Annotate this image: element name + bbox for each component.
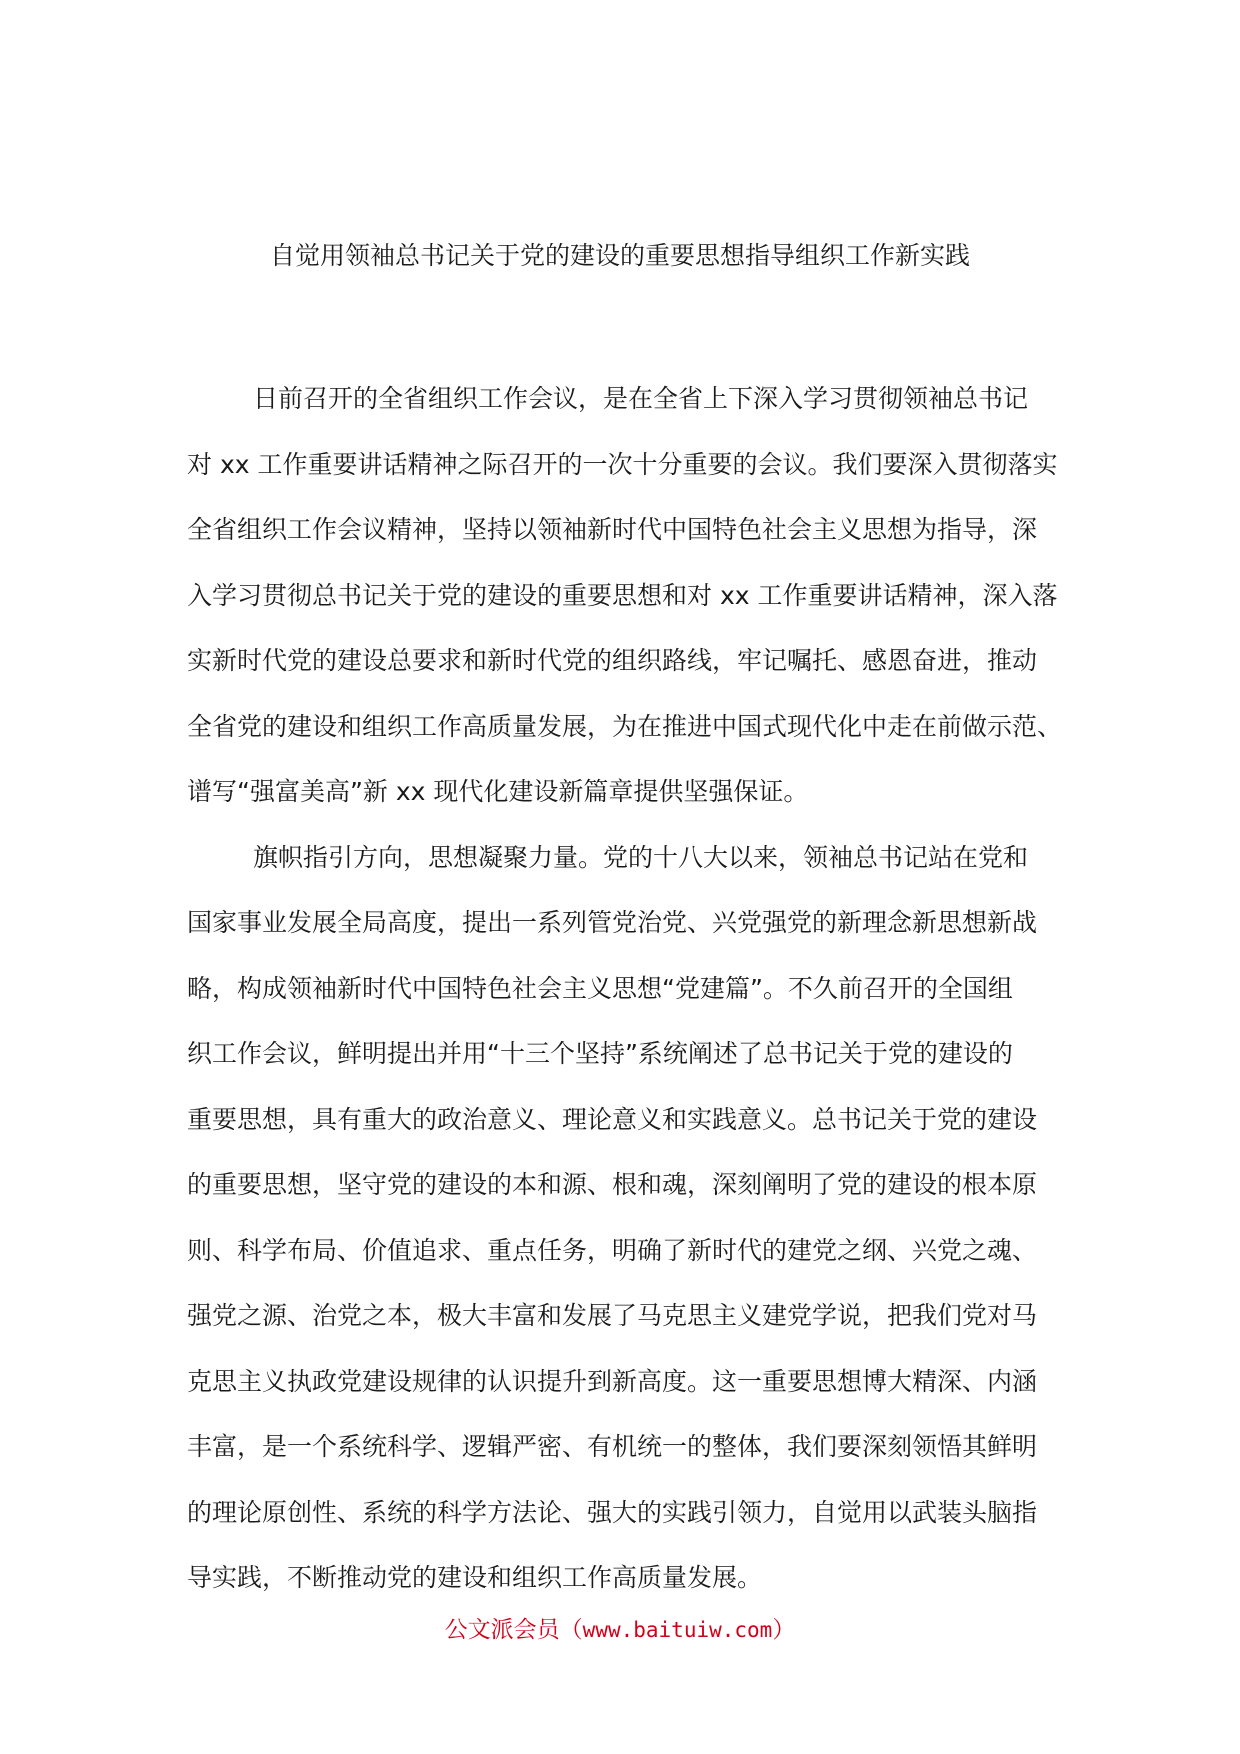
text-line: 日前召开的全省组织工作会议，是在全省上下深入学习贯彻领袖总书记 — [253, 384, 1029, 413]
text-line: 重要思想，具有重大的政治意义、理论意义和实践意义。总书记关于党的建设 — [187, 1104, 1038, 1134]
text-line: 旗帜指引方向，思想凝聚力量。党的十八大以来，领袖总书记站在党和 — [253, 842, 1029, 872]
text-line: 织工作会议，鲜明提出并用“十三个坚持”系统阐述了总书记关于党的建设的 — [187, 1039, 1013, 1068]
text-line: 实新时代党的建设总要求和新时代党的组织路线，牢记嘱托、感恩奋进，推动 — [187, 646, 1038, 675]
text-line: 导实践，不断推动党的建设和组织工作高质量发展。 — [187, 1563, 763, 1592]
text-line: 克思主义执政党建设规律的认识提升到新高度。这一重要思想博大精深、内涵 — [187, 1366, 1038, 1396]
footer-site-link[interactable] — [0, 1612, 1240, 1648]
text-line: 全省组织工作会议精神，坚持以领袖新时代中国特色社会主义思想为指导，深 — [187, 515, 1038, 544]
text-line: 强党之源、治党之本，极大丰富和发展了马克思主义建党学说，把我们党对马 — [187, 1301, 1038, 1330]
text-line: 则、科学布局、价值追求、重点任务，明确了新时代的建党之纲、兴党之魂、 — [187, 1235, 1038, 1265]
text-line: 入学习贯彻总书记关于党的建设的重要思想和对 xx 工作重要讲话精神，深入落 — [187, 580, 1058, 610]
footer-close-paren: ） — [772, 1617, 796, 1643]
text-line: 全省党的建设和组织工作高质量发展，为在推进中国式现代化中走在前做示范、 — [187, 711, 1063, 741]
document-title: 自觉用领袖总书记关于党的建设的重要思想指导组织工作新实践 — [269, 241, 970, 270]
footer-url[interactable]: www.baituiw.com — [582, 1618, 773, 1642]
text-line: 谱写“强富美高”新 xx 现代化建设新篇章提供坚强保证。 — [187, 777, 809, 806]
text-line: 对 xx 工作重要讲话精神之际召开的一次十分重要的会议。我们要深入贯彻落实 — [187, 449, 1058, 479]
footer-site-name: 公文派会员（ — [444, 1617, 583, 1643]
document-body — [187, 366, 1067, 1611]
text-line: 的重要思想，坚守党的建设的本和源、根和魂，深刻阐明了党的建设的根本原 — [187, 1170, 1038, 1199]
text-line: 的理论原创性、系统的科学方法论、强大的实践引领力，自觉用以武装头脑指 — [187, 1497, 1038, 1527]
text-line: 国家事业发展全局高度，提出一系列管党治党、兴党强党的新理念新思想新战 — [187, 908, 1038, 937]
paragraph-1 — [187, 366, 1067, 825]
paragraph-2 — [187, 825, 1067, 1611]
text-line: 丰富，是一个系统科学、逻辑严密、有机统一的整体，我们要深刻领悟其鲜明 — [187, 1432, 1038, 1461]
text-line: 略，构成领袖新时代中国特色社会主义思想“党建篇”。不久前召开的全国组 — [187, 973, 1013, 1003]
